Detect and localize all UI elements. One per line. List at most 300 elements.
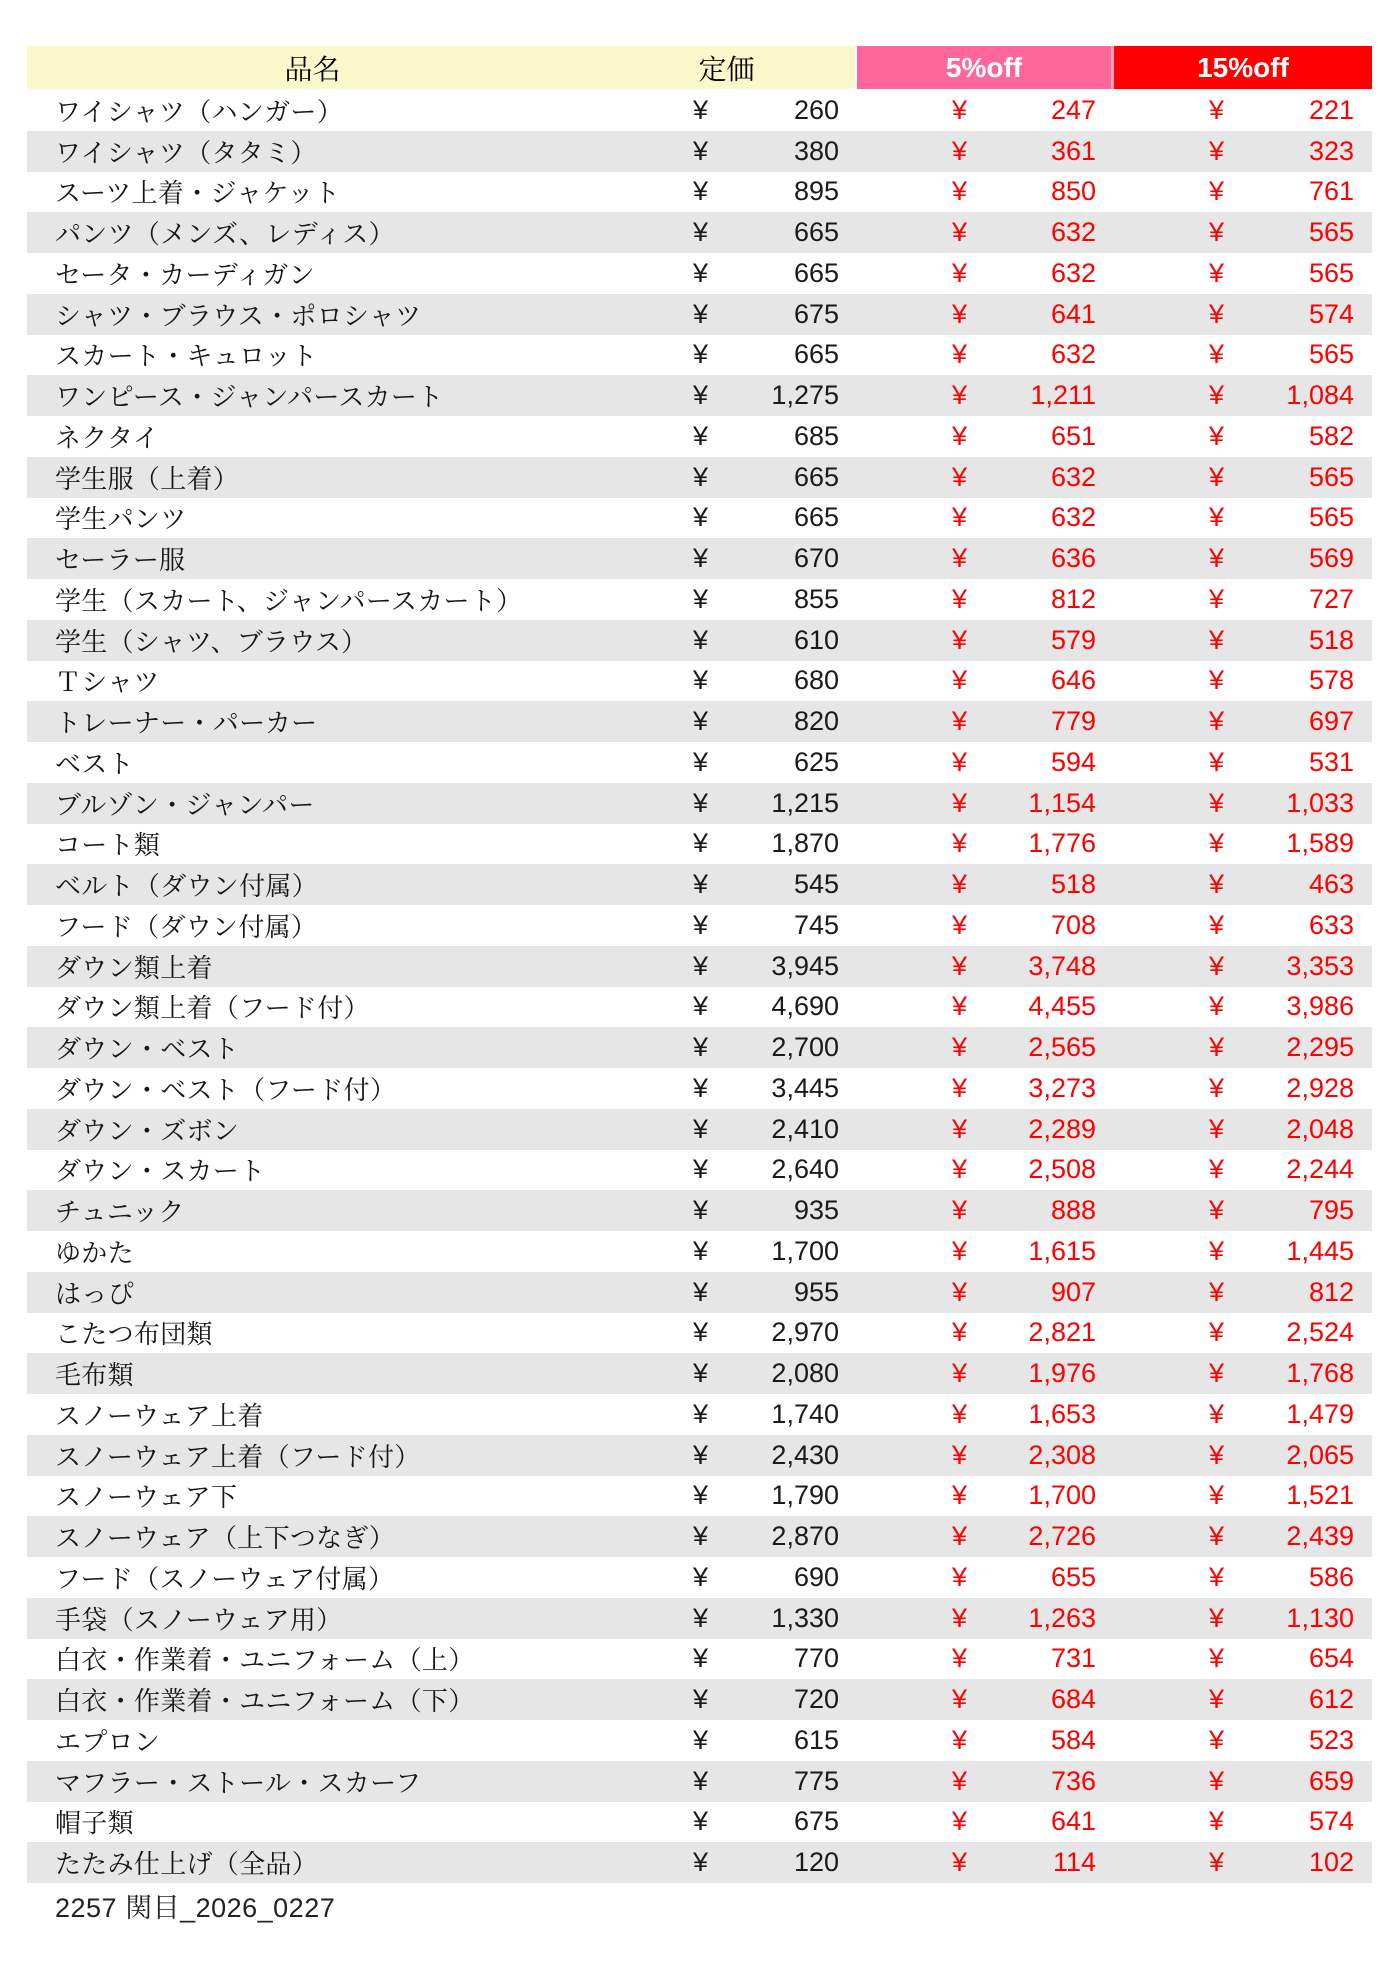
price-5off-value: 1,653 — [1028, 1398, 1096, 1429]
price-15off-cell — [1114, 661, 1372, 702]
price-15off-cell — [1114, 375, 1372, 416]
price-5off-value: 632 — [1050, 257, 1096, 288]
table-row — [27, 1068, 1372, 1109]
list-price-value: 1,740 — [771, 1398, 839, 1429]
yen-sign: ¥ — [1209, 746, 1225, 777]
price-5off-value: 114 — [1052, 1847, 1096, 1878]
yen-sign: ¥ — [693, 217, 709, 248]
yen-sign: ¥ — [952, 1032, 968, 1063]
price-15off-cell — [1114, 335, 1372, 376]
item-name-cell: トレーナー・パーカー — [55, 708, 318, 739]
yen-sign: ¥ — [1209, 1358, 1225, 1389]
list-price-value: 745 — [793, 909, 839, 940]
price-5off-cell — [857, 1679, 1114, 1720]
price-15off-value: 2,524 — [1286, 1317, 1354, 1348]
table-row — [27, 1557, 1372, 1598]
item-name-cell: ダウン類上着（フード付） — [55, 993, 370, 1024]
list-price-cell — [598, 1435, 857, 1476]
price-15off-value: 531 — [1308, 746, 1354, 777]
price-5off-value: 2,726 — [1028, 1521, 1096, 1552]
list-price-value: 665 — [793, 502, 839, 533]
yen-sign: ¥ — [1209, 420, 1225, 451]
price-5off-cell — [857, 1598, 1114, 1639]
price-15off-value: 221 — [1308, 94, 1354, 125]
yen-sign: ¥ — [952, 1806, 968, 1837]
price-15off-cell — [1114, 1027, 1372, 1068]
item-name-cell: 白衣・作業着・ユニフォーム（上） — [55, 1645, 475, 1676]
yen-sign: ¥ — [1209, 1806, 1225, 1837]
price-15off-value: 574 — [1308, 298, 1354, 329]
table-row — [27, 538, 1372, 579]
yen-sign: ¥ — [1209, 1032, 1225, 1063]
list-price-cell — [598, 1639, 857, 1680]
item-name-cell: セータ・カーディガン — [55, 259, 315, 290]
list-price-cell — [598, 905, 857, 946]
list-price-value: 4,690 — [771, 991, 839, 1022]
list-price-value: 935 — [793, 1195, 839, 1226]
yen-sign: ¥ — [1209, 1684, 1225, 1715]
yen-sign: ¥ — [1209, 1398, 1225, 1429]
list-price-value: 665 — [793, 339, 839, 370]
price-15off-value: 463 — [1308, 869, 1354, 900]
price-15off-value: 565 — [1308, 502, 1354, 533]
list-price-cell — [598, 987, 857, 1028]
yen-sign: ¥ — [693, 1521, 709, 1552]
yen-sign: ¥ — [952, 1113, 968, 1144]
yen-sign: ¥ — [1209, 1276, 1225, 1307]
table-row — [27, 1027, 1372, 1068]
list-price-value: 1,870 — [771, 828, 839, 859]
list-price-value: 260 — [793, 94, 839, 125]
table-row — [27, 620, 1372, 661]
list-price-value: 895 — [793, 176, 839, 207]
price-5off-cell — [857, 172, 1114, 213]
list-price-cell — [598, 498, 857, 539]
price-5off-cell — [857, 1190, 1114, 1231]
yen-sign: ¥ — [693, 665, 709, 696]
table-row — [27, 742, 1372, 783]
item-name-cell: Ｔシャツ — [55, 667, 160, 698]
yen-sign: ¥ — [693, 624, 709, 655]
yen-sign: ¥ — [693, 828, 709, 859]
item-name-cell: シャツ・ブラウス・ポロシャツ — [55, 300, 422, 331]
list-price-value: 670 — [793, 543, 839, 574]
price-15off-cell — [1114, 1394, 1372, 1435]
table-row — [27, 1516, 1372, 1557]
price-15off-value: 1,479 — [1286, 1398, 1354, 1429]
yen-sign: ¥ — [693, 1154, 709, 1185]
list-price-value: 665 — [793, 217, 839, 248]
price-5off-cell — [857, 905, 1114, 946]
list-price-value: 1,215 — [771, 787, 839, 818]
yen-sign: ¥ — [1209, 1561, 1225, 1592]
yen-sign: ¥ — [693, 746, 709, 777]
price-5off-cell — [857, 335, 1114, 376]
table-row — [27, 1150, 1372, 1191]
price-15off-cell — [1114, 1842, 1372, 1883]
price-5off-value: 632 — [1050, 217, 1096, 248]
yen-sign: ¥ — [952, 1521, 968, 1552]
price-5off-value: 907 — [1050, 1276, 1096, 1307]
price-5off-value: 3,273 — [1028, 1072, 1096, 1103]
table-row — [27, 1231, 1372, 1272]
yen-sign: ¥ — [952, 869, 968, 900]
yen-sign: ¥ — [1209, 217, 1225, 248]
price-15off-cell — [1114, 172, 1372, 213]
table-row — [27, 1720, 1372, 1761]
price-5off-value: 850 — [1050, 176, 1096, 207]
yen-sign: ¥ — [693, 1032, 709, 1063]
yen-sign: ¥ — [952, 1398, 968, 1429]
price-5off-cell — [857, 498, 1114, 539]
price-15off-cell — [1114, 1190, 1372, 1231]
price-15off-cell — [1114, 824, 1372, 865]
price-15off-cell — [1114, 1761, 1372, 1802]
list-price-value: 3,945 — [771, 950, 839, 981]
price-15off-value: 565 — [1308, 339, 1354, 370]
item-name-cell: エプロン — [55, 1726, 161, 1757]
yen-sign: ¥ — [1209, 176, 1225, 207]
price-15off-cell — [1114, 620, 1372, 661]
price-5off-cell — [857, 1150, 1114, 1191]
list-price-value: 545 — [793, 869, 839, 900]
list-price-value: 720 — [793, 1684, 839, 1715]
table-row — [27, 375, 1372, 416]
item-name-cell: ベルト（ダウン付属） — [55, 871, 319, 902]
table-row — [27, 701, 1372, 742]
table-header-row — [27, 46, 1372, 89]
table-row — [27, 1598, 1372, 1639]
price-5off-value: 632 — [1050, 502, 1096, 533]
table-row — [27, 131, 1372, 172]
yen-sign: ¥ — [1209, 1235, 1225, 1266]
yen-sign: ¥ — [952, 1847, 968, 1878]
price-15off-cell — [1114, 1068, 1372, 1109]
list-price-cell — [598, 90, 857, 131]
yen-sign: ¥ — [952, 1561, 968, 1592]
price-15off-value: 323 — [1308, 135, 1354, 166]
item-name-cell: 学生パンツ — [55, 504, 187, 535]
table-row — [27, 1476, 1372, 1517]
price-15off-cell — [1114, 1598, 1372, 1639]
price-table — [27, 46, 1372, 1883]
yen-sign: ¥ — [693, 1072, 709, 1103]
table-row — [27, 457, 1372, 498]
list-price-cell — [598, 661, 857, 702]
yen-sign: ¥ — [1209, 624, 1225, 655]
price-5off-value: 632 — [1050, 461, 1096, 492]
price-15off-value: 2,928 — [1286, 1072, 1354, 1103]
list-price-value: 770 — [793, 1643, 839, 1674]
price-5off-value: 1,615 — [1028, 1235, 1096, 1266]
price-15off-cell — [1114, 864, 1372, 905]
price-15off-cell — [1114, 1109, 1372, 1150]
price-5off-cell — [857, 620, 1114, 661]
price-5off-cell — [857, 783, 1114, 824]
price-15off-cell — [1114, 905, 1372, 946]
yen-sign: ¥ — [952, 1276, 968, 1307]
price-15off-cell — [1114, 416, 1372, 457]
yen-sign: ¥ — [693, 1317, 709, 1348]
yen-sign: ¥ — [693, 909, 709, 940]
price-15off-cell — [1114, 1150, 1372, 1191]
item-name-cell: 白衣・作業着・ユニフォーム（下） — [55, 1686, 475, 1717]
item-name-cell: はっぴ — [55, 1278, 134, 1309]
list-price-cell — [598, 579, 857, 620]
table-row — [27, 172, 1372, 213]
price-5off-cell — [857, 1761, 1114, 1802]
yen-sign: ¥ — [952, 257, 968, 288]
price-15off-value: 633 — [1308, 909, 1354, 940]
price-5off-cell — [857, 538, 1114, 579]
yen-sign: ¥ — [1209, 339, 1225, 370]
yen-sign: ¥ — [1209, 1072, 1225, 1103]
list-price-cell — [598, 701, 857, 742]
table-row — [27, 579, 1372, 620]
yen-sign: ¥ — [952, 502, 968, 533]
list-price-cell — [598, 1557, 857, 1598]
list-price-cell — [598, 1109, 857, 1150]
yen-sign: ¥ — [693, 380, 709, 411]
footer-note: 2257 関目_2026_0227 — [55, 1893, 336, 1923]
list-price-cell — [598, 1068, 857, 1109]
price-15off-cell — [1114, 1557, 1372, 1598]
price-5off-value: 651 — [1050, 420, 1096, 451]
price-15off-value: 1,521 — [1286, 1480, 1354, 1511]
list-price-cell — [598, 1190, 857, 1231]
yen-sign: ¥ — [952, 1724, 968, 1755]
yen-sign: ¥ — [952, 217, 968, 248]
yen-sign: ¥ — [693, 1684, 709, 1715]
price-5off-cell — [857, 1394, 1114, 1435]
item-name-cell: チュニック — [55, 1197, 185, 1228]
yen-sign: ¥ — [1209, 991, 1225, 1022]
price-15off-value: 565 — [1308, 217, 1354, 248]
yen-sign: ¥ — [1209, 298, 1225, 329]
price-15off-cell — [1114, 253, 1372, 294]
list-price-cell — [598, 1313, 857, 1354]
item-name-cell: ダウン類上着 — [55, 952, 213, 983]
list-price-cell — [598, 212, 857, 253]
yen-sign: ¥ — [952, 1765, 968, 1796]
table-row — [27, 416, 1372, 457]
yen-sign: ¥ — [1209, 869, 1225, 900]
price-5off-cell — [857, 1516, 1114, 1557]
item-name-cell: ダウン・ズボン — [55, 1115, 240, 1146]
list-price-cell — [598, 864, 857, 905]
yen-sign: ¥ — [693, 1602, 709, 1633]
price-5off-cell — [857, 1027, 1114, 1068]
price-5off-value: 708 — [1050, 909, 1096, 940]
item-name-cell: ダウン・スカート — [55, 1156, 266, 1187]
item-name-cell: コート類 — [55, 830, 161, 861]
price-5off-cell — [857, 457, 1114, 498]
item-name-cell: ベスト — [55, 748, 134, 779]
table-row — [27, 253, 1372, 294]
price-5off-value: 1,211 — [1030, 380, 1096, 411]
price-15off-value: 586 — [1308, 1561, 1354, 1592]
yen-sign: ¥ — [952, 380, 968, 411]
list-price-value: 1,790 — [771, 1480, 839, 1511]
yen-sign: ¥ — [693, 869, 709, 900]
table-row — [27, 498, 1372, 539]
price-5off-cell — [857, 1109, 1114, 1150]
price-5off-value: 247 — [1050, 94, 1096, 125]
price-15off-value: 761 — [1308, 176, 1354, 207]
list-price-cell — [598, 1516, 857, 1557]
yen-sign: ¥ — [693, 1480, 709, 1511]
list-price-value: 380 — [793, 135, 839, 166]
yen-sign: ¥ — [1209, 1643, 1225, 1674]
yen-sign: ¥ — [1209, 1480, 1225, 1511]
table-row — [27, 824, 1372, 865]
yen-sign: ¥ — [693, 1276, 709, 1307]
yen-sign: ¥ — [693, 1724, 709, 1755]
item-name-cell: ワイシャツ（ハンガー） — [55, 96, 344, 127]
list-price-value: 2,870 — [771, 1521, 839, 1552]
price-15off-value: 1,589 — [1286, 828, 1354, 859]
list-price-cell — [598, 172, 857, 213]
yen-sign: ¥ — [952, 1684, 968, 1715]
yen-sign: ¥ — [952, 176, 968, 207]
table-row — [27, 905, 1372, 946]
yen-sign: ¥ — [952, 1195, 968, 1226]
list-price-cell — [598, 538, 857, 579]
table-row — [27, 1842, 1372, 1883]
list-price-value: 820 — [793, 706, 839, 737]
item-name-cell: たたみ仕上げ（全品） — [55, 1849, 319, 1880]
yen-sign: ¥ — [1209, 135, 1225, 166]
price-15off-value: 812 — [1308, 1276, 1354, 1307]
yen-sign: ¥ — [693, 135, 709, 166]
price-15off-value: 1,033 — [1286, 787, 1354, 818]
item-name-cell: スカート・キュロット — [55, 341, 318, 372]
price-15off-cell — [1114, 1720, 1372, 1761]
price-15off-cell — [1114, 1802, 1372, 1843]
yen-sign: ¥ — [693, 461, 709, 492]
table-row — [27, 1353, 1372, 1394]
yen-sign: ¥ — [693, 339, 709, 370]
list-price-value: 690 — [793, 1561, 839, 1592]
price-15off-cell — [1114, 1231, 1372, 1272]
yen-sign: ¥ — [952, 1602, 968, 1633]
yen-sign: ¥ — [1209, 1724, 1225, 1755]
price-5off-cell — [857, 1068, 1114, 1109]
price-15off-cell — [1114, 498, 1372, 539]
list-price-cell — [598, 946, 857, 987]
table-row — [27, 987, 1372, 1028]
price-5off-value: 1,976 — [1028, 1358, 1096, 1389]
price-15off-cell — [1114, 538, 1372, 579]
price-15off-value: 578 — [1308, 665, 1354, 696]
list-price-value: 1,275 — [771, 380, 839, 411]
price-15off-value: 565 — [1308, 257, 1354, 288]
list-price-value: 680 — [793, 665, 839, 696]
price-5off-cell — [857, 824, 1114, 865]
list-price-value: 2,700 — [771, 1032, 839, 1063]
list-price-value: 1,700 — [771, 1235, 839, 1266]
list-price-cell — [598, 783, 857, 824]
price-5off-value: 684 — [1050, 1684, 1096, 1715]
price-15off-cell — [1114, 212, 1372, 253]
item-name-cell: スノーウェア上着 — [55, 1400, 264, 1431]
price-5off-cell — [857, 1720, 1114, 1761]
price-5off-cell — [857, 946, 1114, 987]
price-5off-cell — [857, 416, 1114, 457]
item-name-cell: セーラー服 — [55, 545, 186, 576]
item-name-cell: スノーウェア下 — [55, 1482, 238, 1513]
yen-sign: ¥ — [952, 543, 968, 574]
item-name-cell: フード（スノーウェア付属） — [55, 1563, 395, 1594]
item-name-cell: ダウン・ベスト — [55, 1034, 240, 1065]
yen-sign: ¥ — [693, 1847, 709, 1878]
price-5off-value: 2,565 — [1028, 1032, 1096, 1063]
list-price-cell — [598, 620, 857, 661]
yen-sign: ¥ — [693, 1113, 709, 1144]
header-5-percent-off: 5%off — [857, 46, 1114, 89]
price-15off-cell — [1114, 742, 1372, 783]
list-price-value: 2,410 — [771, 1113, 839, 1144]
yen-sign: ¥ — [1209, 583, 1225, 614]
table-row — [27, 946, 1372, 987]
list-price-value: 2,430 — [771, 1439, 839, 1470]
yen-sign: ¥ — [1209, 257, 1225, 288]
yen-sign: ¥ — [693, 176, 709, 207]
yen-sign: ¥ — [1209, 1195, 1225, 1226]
yen-sign: ¥ — [952, 420, 968, 451]
yen-sign: ¥ — [1209, 1765, 1225, 1796]
price-5off-value: 632 — [1050, 339, 1096, 370]
price-15off-value: 2,065 — [1286, 1439, 1354, 1470]
price-5off-value: 2,508 — [1028, 1154, 1096, 1185]
list-price-cell — [598, 1353, 857, 1394]
price-5off-value: 641 — [1050, 1806, 1096, 1837]
price-5off-cell — [857, 1313, 1114, 1354]
price-5off-cell — [857, 1842, 1114, 1883]
price-5off-value: 812 — [1050, 583, 1096, 614]
yen-sign: ¥ — [1209, 950, 1225, 981]
price-15off-value: 518 — [1308, 624, 1354, 655]
yen-sign: ¥ — [1209, 1317, 1225, 1348]
header-15-percent-off: 15%off — [1114, 46, 1372, 89]
list-price-cell — [598, 1720, 857, 1761]
list-price-value: 615 — [793, 1724, 839, 1755]
yen-sign: ¥ — [1209, 1602, 1225, 1633]
item-name-cell: マフラー・ストール・スカーフ — [55, 1767, 422, 1798]
yen-sign: ¥ — [693, 991, 709, 1022]
price-5off-value: 2,821 — [1028, 1317, 1096, 1348]
yen-sign: ¥ — [693, 1358, 709, 1389]
yen-sign: ¥ — [952, 706, 968, 737]
table-row — [27, 1109, 1372, 1150]
list-price-value: 610 — [793, 624, 839, 655]
price-15off-value: 565 — [1308, 461, 1354, 492]
price-15off-value: 659 — [1308, 1765, 1354, 1796]
price-15off-value: 1,130 — [1286, 1602, 1354, 1633]
table-row — [27, 783, 1372, 824]
yen-sign: ¥ — [952, 339, 968, 370]
table-row — [27, 1802, 1372, 1843]
table-row — [27, 335, 1372, 376]
header-list-price: 定価 — [598, 46, 857, 89]
list-price-cell — [598, 1598, 857, 1639]
price-15off-value: 523 — [1308, 1724, 1354, 1755]
yen-sign: ¥ — [693, 1398, 709, 1429]
yen-sign: ¥ — [1209, 543, 1225, 574]
price-15off-value: 1,445 — [1286, 1235, 1354, 1266]
yen-sign: ¥ — [693, 1439, 709, 1470]
price-5off-value: 1,776 — [1028, 828, 1096, 859]
